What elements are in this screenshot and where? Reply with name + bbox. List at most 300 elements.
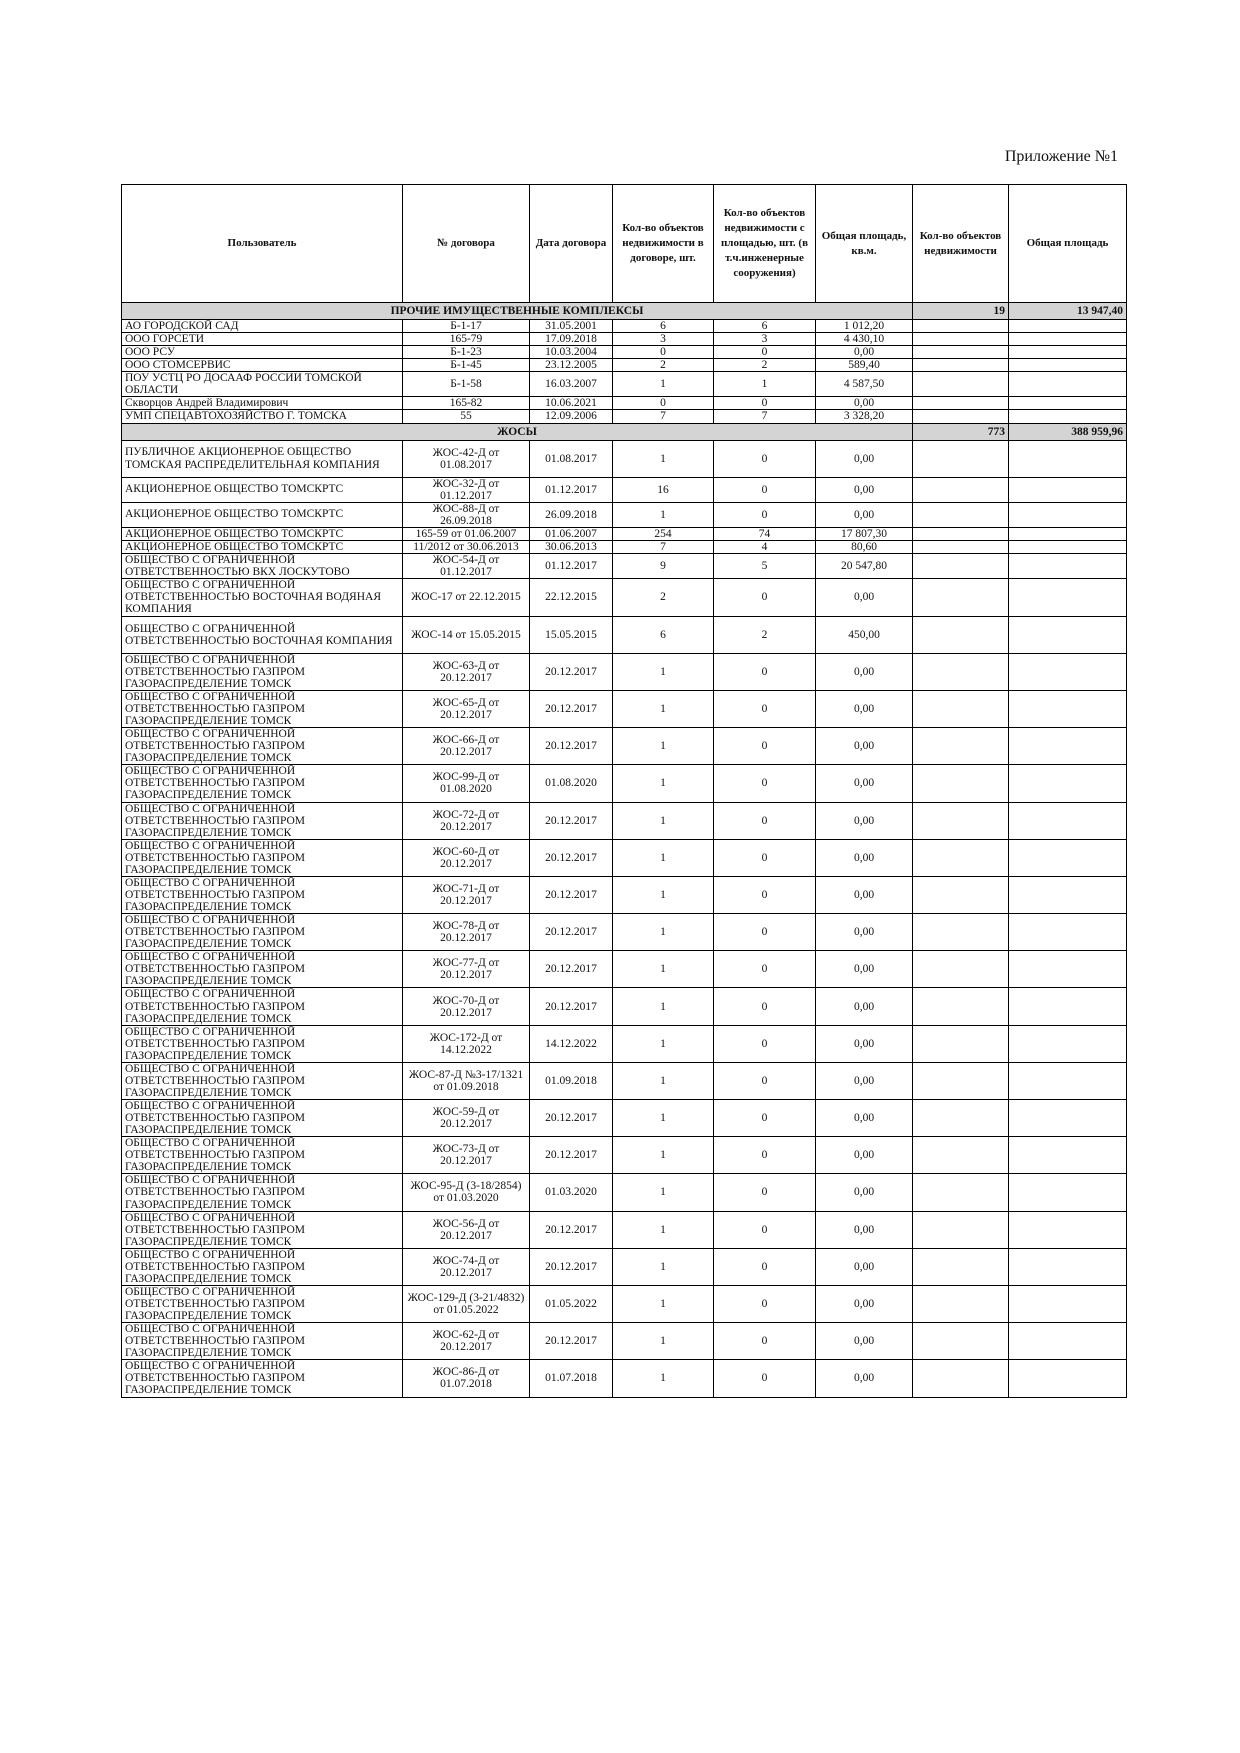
cell-total-area: [1009, 477, 1127, 502]
cell-area-objects: 0: [714, 876, 816, 913]
cell-user: ОБЩЕСТВО С ОГРАНИЧЕННОЙ ОТВЕТСТВЕННОСТЬЮ ГАЗПРОМ ГАЗОРАСПРЕДЕЛЕНИЕ ТОМСК: [122, 1360, 403, 1397]
table-row: [122, 578, 1127, 616]
cell-area: 0,00: [816, 1100, 913, 1137]
header-total-area: Общая площадь: [1009, 185, 1127, 303]
header-area-objects: Кол-во объектов недвижимости с площадью, шт. (в т.ч.инженерные сооружения): [714, 185, 816, 303]
cell-contract: ЖОС-60-Д от 20.12.2017: [403, 839, 530, 876]
cell-contract: ЖОС-59-Д от 20.12.2017: [403, 1100, 530, 1137]
cell-total-objects: [913, 1323, 1009, 1360]
cell-total-objects: [913, 346, 1009, 359]
cell-date: 01.12.2017: [530, 477, 613, 502]
cell-contract: ЖОС-172-Д от 14.12.2022: [403, 1025, 530, 1062]
cell-area-objects: 0: [714, 578, 816, 616]
table-row: [122, 876, 1127, 913]
cell-total-area: [1009, 397, 1127, 410]
cell-contract: ЖОС-74-Д от 20.12.2017: [403, 1248, 530, 1285]
table-row: [122, 988, 1127, 1025]
cell-contract: ЖОС-77-Д от 20.12.2017: [403, 951, 530, 988]
table-row: [122, 320, 1127, 333]
cell-total-objects: [913, 527, 1009, 540]
cell-date: 01.08.2020: [530, 765, 613, 802]
cell-date: 20.12.2017: [530, 1248, 613, 1285]
cell-total-area: [1009, 410, 1127, 423]
table-row: [122, 802, 1127, 839]
cell-total-objects: [913, 502, 1009, 527]
cell-objects: 16: [613, 477, 714, 502]
cell-date: 20.12.2017: [530, 1137, 613, 1174]
cell-contract: ЖОС-99-Д от 01.08.2020: [403, 765, 530, 802]
cell-contract: ЖОС-70-Д от 20.12.2017: [403, 988, 530, 1025]
cell-area: 0,00: [816, 653, 913, 690]
cell-total-area: [1009, 1137, 1127, 1174]
cell-area-objects: 0: [714, 1025, 816, 1062]
cell-objects: 1: [613, 690, 714, 727]
cell-total-area: [1009, 951, 1127, 988]
cell-objects: 3: [613, 333, 714, 346]
cell-area: 0,00: [816, 839, 913, 876]
cell-contract: ЖОС-32-Д от 01.12.2017: [403, 477, 530, 502]
cell-date: 12.09.2006: [530, 410, 613, 423]
cell-user: ОБЩЕСТВО С ОГРАНИЧЕННОЙ ОТВЕТСТВЕННОСТЬЮ ГАЗПРОМ ГАЗОРАСПРЕДЕЛЕНИЕ ТОМСК: [122, 1248, 403, 1285]
cell-area: 1 012,20: [816, 320, 913, 333]
cell-objects: 1: [613, 876, 714, 913]
cell-area-objects: 3: [714, 333, 816, 346]
cell-area-objects: 74: [714, 527, 816, 540]
table-row: [122, 440, 1127, 477]
cell-total-area: [1009, 690, 1127, 727]
cell-date: 22.12.2015: [530, 578, 613, 616]
cell-contract: ЖОС-42-Д от 01.08.2017: [403, 440, 530, 477]
cell-area: 0,00: [816, 1211, 913, 1248]
cell-total-area: [1009, 1062, 1127, 1099]
cell-total-area: [1009, 527, 1127, 540]
table-row: [122, 397, 1127, 410]
table-row: [122, 1323, 1127, 1360]
cell-user: ОБЩЕСТВО С ОГРАНИЧЕННОЙ ОТВЕТСТВЕННОСТЬЮ ВОСТОЧНАЯ КОМПАНИЯ: [122, 616, 403, 653]
cell-total-objects: [913, 914, 1009, 951]
cell-user: ОБЩЕСТВО С ОГРАНИЧЕННОЙ ОТВЕТСТВЕННОСТЬЮ ВОСТОЧНАЯ ВОДЯНАЯ КОМПАНИЯ: [122, 578, 403, 616]
cell-area: 0,00: [816, 397, 913, 410]
cell-area: 0,00: [816, 876, 913, 913]
cell-total-area: [1009, 988, 1127, 1025]
cell-area-objects: 0: [714, 839, 816, 876]
table-row: [122, 951, 1127, 988]
cell-area-objects: 0: [714, 1285, 816, 1322]
cell-area: 0,00: [816, 502, 913, 527]
cell-total-area: [1009, 372, 1127, 397]
cell-area-objects: 0: [714, 477, 816, 502]
cell-contract: ЖОС-88-Д от 26.09.2018: [403, 502, 530, 527]
table-row: [122, 653, 1127, 690]
cell-user: ОБЩЕСТВО С ОГРАНИЧЕННОЙ ОТВЕТСТВЕННОСТЬЮ ГАЗПРОМ ГАЗОРАСПРЕДЕЛЕНИЕ ТОМСК: [122, 765, 403, 802]
cell-user: ОБЩЕСТВО С ОГРАНИЧЕННОЙ ОТВЕТСТВЕННОСТЬЮ ГАЗПРОМ ГАЗОРАСПРЕДЕЛЕНИЕ ТОМСК: [122, 690, 403, 727]
cell-contract: ЖОС-63-Д от 20.12.2017: [403, 653, 530, 690]
cell-contract: ЖОС-66-Д от 20.12.2017: [403, 728, 530, 765]
cell-area: 0,00: [816, 346, 913, 359]
cell-total-area: [1009, 540, 1127, 553]
cell-total-objects: [913, 410, 1009, 423]
cell-total-area: [1009, 802, 1127, 839]
cell-objects: 1: [613, 951, 714, 988]
cell-contract: ЖОС-71-Д от 20.12.2017: [403, 876, 530, 913]
cell-area: 3 328,20: [816, 410, 913, 423]
cell-user: АКЦИОНЕРНОЕ ОБЩЕСТВО ТОМСКРТС: [122, 477, 403, 502]
cell-objects: 1: [613, 502, 714, 527]
cell-contract: ЖОС-129-Д (3-21/4832) от 01.05.2022: [403, 1285, 530, 1322]
cell-contract: Б-1-17: [403, 320, 530, 333]
cell-objects: 1: [613, 440, 714, 477]
cell-objects: 9: [613, 553, 714, 578]
cell-objects: 1: [613, 653, 714, 690]
section-total-objects: 773: [913, 423, 1009, 440]
cell-total-area: [1009, 320, 1127, 333]
table-body: [122, 303, 1127, 1398]
property-register-table: [121, 184, 1127, 1398]
cell-area-objects: 0: [714, 440, 816, 477]
cell-total-objects: [913, 690, 1009, 727]
cell-total-objects: [913, 477, 1009, 502]
cell-total-objects: [913, 653, 1009, 690]
cell-contract: ЖОС-65-Д от 20.12.2017: [403, 690, 530, 727]
table-row: [122, 1285, 1127, 1322]
cell-area-objects: 0: [714, 1323, 816, 1360]
cell-total-objects: [913, 951, 1009, 988]
cell-area-objects: 0: [714, 728, 816, 765]
cell-area: 0,00: [816, 1062, 913, 1099]
cell-area-objects: 4: [714, 540, 816, 553]
cell-user: ОБЩЕСТВО С ОГРАНИЧЕННОЙ ОТВЕТСТВЕННОСТЬЮ ГАЗПРОМ ГАЗОРАСПРЕДЕЛЕНИЕ ТОМСК: [122, 1062, 403, 1099]
cell-area-objects: 0: [714, 802, 816, 839]
cell-objects: 1: [613, 802, 714, 839]
cell-date: 01.06.2007: [530, 527, 613, 540]
cell-area: 80,60: [816, 540, 913, 553]
cell-user: АКЦИОНЕРНОЕ ОБЩЕСТВО ТОМСКРТС: [122, 540, 403, 553]
cell-objects: 1: [613, 1360, 714, 1397]
cell-user: ОБЩЕСТВО С ОГРАНИЧЕННОЙ ОТВЕТСТВЕННОСТЬЮ ГАЗПРОМ ГАЗОРАСПРЕДЕЛЕНИЕ ТОМСК: [122, 876, 403, 913]
table-row: [122, 1174, 1127, 1211]
cell-objects: 0: [613, 346, 714, 359]
cell-area: 0,00: [816, 1285, 913, 1322]
section-total-area: 13 947,40: [1009, 303, 1127, 320]
cell-area-objects: 0: [714, 1211, 816, 1248]
table-row: [122, 540, 1127, 553]
cell-date: 17.09.2018: [530, 333, 613, 346]
cell-objects: 1: [613, 1211, 714, 1248]
cell-total-objects: [913, 728, 1009, 765]
cell-area: 0,00: [816, 1323, 913, 1360]
cell-total-area: [1009, 1025, 1127, 1062]
cell-user: ОБЩЕСТВО С ОГРАНИЧЕННОЙ ОТВЕТСТВЕННОСТЬЮ ГАЗПРОМ ГАЗОРАСПРЕДЕЛЕНИЕ ТОМСК: [122, 1025, 403, 1062]
cell-date: 01.09.2018: [530, 1062, 613, 1099]
section-title: ПРОЧИЕ ИМУЩЕСТВЕННЫЕ КОМПЛЕКСЫ: [122, 303, 913, 320]
header-user: Пользователь: [122, 185, 403, 303]
cell-area: 450,00: [816, 616, 913, 653]
cell-area-objects: 0: [714, 397, 816, 410]
table-row: [122, 1360, 1127, 1397]
cell-area: 0,00: [816, 1248, 913, 1285]
cell-total-objects: [913, 553, 1009, 578]
cell-contract: ЖОС-73-Д от 20.12.2017: [403, 1137, 530, 1174]
cell-date: 31.05.2001: [530, 320, 613, 333]
cell-area: 589,40: [816, 359, 913, 372]
cell-date: 10.06.2021: [530, 397, 613, 410]
cell-area: 0,00: [816, 1137, 913, 1174]
cell-contract: ЖОС-17 от 22.12.2015: [403, 578, 530, 616]
cell-user: ОБЩЕСТВО С ОГРАНИЧЕННОЙ ОТВЕТСТВЕННОСТЬЮ ГАЗПРОМ ГАЗОРАСПРЕДЕЛЕНИЕ ТОМСК: [122, 1137, 403, 1174]
cell-user: ОБЩЕСТВО С ОГРАНИЧЕННОЙ ОТВЕТСТВЕННОСТЬЮ ГАЗПРОМ ГАЗОРАСПРЕДЕЛЕНИЕ ТОМСК: [122, 653, 403, 690]
cell-date: 01.08.2017: [530, 440, 613, 477]
cell-total-area: [1009, 553, 1127, 578]
cell-contract: Б-1-58: [403, 372, 530, 397]
cell-area: 0,00: [816, 914, 913, 951]
cell-date: 20.12.2017: [530, 951, 613, 988]
cell-contract: ЖОС-95-Д (3-18/2854) от 01.03.2020: [403, 1174, 530, 1211]
cell-area-objects: 1: [714, 372, 816, 397]
cell-objects: 6: [613, 616, 714, 653]
cell-area: 4 587,50: [816, 372, 913, 397]
table-row: [122, 1062, 1127, 1099]
cell-area: 0,00: [816, 951, 913, 988]
cell-contract: 11/2012 от 30.06.2013: [403, 540, 530, 553]
cell-area-objects: 0: [714, 951, 816, 988]
cell-total-objects: [913, 839, 1009, 876]
cell-user: ОБЩЕСТВО С ОГРАНИЧЕННОЙ ОТВЕТСТВЕННОСТЬЮ ГАЗПРОМ ГАЗОРАСПРЕДЕЛЕНИЕ ТОМСК: [122, 914, 403, 951]
cell-total-objects: [913, 1174, 1009, 1211]
cell-area: 0,00: [816, 1174, 913, 1211]
cell-date: 01.07.2018: [530, 1360, 613, 1397]
cell-area: 0,00: [816, 1025, 913, 1062]
cell-date: 20.12.2017: [530, 876, 613, 913]
cell-date: 20.12.2017: [530, 988, 613, 1025]
cell-area-objects: 0: [714, 346, 816, 359]
cell-total-area: [1009, 1248, 1127, 1285]
cell-date: 20.12.2017: [530, 653, 613, 690]
cell-objects: 1: [613, 372, 714, 397]
cell-total-objects: [913, 1285, 1009, 1322]
cell-total-objects: [913, 765, 1009, 802]
cell-objects: 1: [613, 914, 714, 951]
table-row: [122, 1137, 1127, 1174]
table-row: [122, 359, 1127, 372]
cell-total-area: [1009, 440, 1127, 477]
cell-contract: 55: [403, 410, 530, 423]
cell-objects: 1: [613, 1248, 714, 1285]
cell-area: 0,00: [816, 765, 913, 802]
cell-area: 0,00: [816, 578, 913, 616]
cell-date: 20.12.2017: [530, 1323, 613, 1360]
appendix-label: Приложение №1: [1004, 148, 1118, 165]
cell-user: ОБЩЕСТВО С ОГРАНИЧЕННОЙ ОТВЕТСТВЕННОСТЬЮ ГАЗПРОМ ГАЗОРАСПРЕДЕЛЕНИЕ ТОМСК: [122, 951, 403, 988]
cell-user: ОБЩЕСТВО С ОГРАНИЧЕННОЙ ОТВЕТСТВЕННОСТЬЮ ГАЗПРОМ ГАЗОРАСПРЕДЕЛЕНИЕ ТОМСК: [122, 988, 403, 1025]
cell-total-objects: [913, 578, 1009, 616]
cell-date: 20.12.2017: [530, 914, 613, 951]
section-row: [122, 303, 1127, 320]
cell-area-objects: 0: [714, 914, 816, 951]
cell-total-area: [1009, 346, 1127, 359]
cell-user: ОБЩЕСТВО С ОГРАНИЧЕННОЙ ОТВЕТСТВЕННОСТЬЮ ГАЗПРОМ ГАЗОРАСПРЕДЕЛЕНИЕ ТОМСК: [122, 1100, 403, 1137]
cell-contract: ЖОС-87-Д №3-17/1321 от 01.09.2018: [403, 1062, 530, 1099]
cell-area: 0,00: [816, 477, 913, 502]
table-row: [122, 346, 1127, 359]
cell-area-objects: 0: [714, 765, 816, 802]
cell-objects: 1: [613, 988, 714, 1025]
cell-objects: 2: [613, 359, 714, 372]
cell-total-area: [1009, 1285, 1127, 1322]
table-row: [122, 372, 1127, 397]
cell-objects: 6: [613, 320, 714, 333]
cell-total-objects: [913, 540, 1009, 553]
cell-contract: Б-1-23: [403, 346, 530, 359]
table-row: [122, 410, 1127, 423]
cell-area-objects: 7: [714, 410, 816, 423]
cell-contract: 165-59 от 01.06.2007: [403, 527, 530, 540]
cell-date: 20.12.2017: [530, 802, 613, 839]
cell-user: ОБЩЕСТВО С ОГРАНИЧЕННОЙ ОТВЕТСТВЕННОСТЬЮ ГАЗПРОМ ГАЗОРАСПРЕДЕЛЕНИЕ ТОМСК: [122, 1285, 403, 1322]
section-row: [122, 423, 1127, 440]
cell-total-objects: [913, 1248, 1009, 1285]
cell-area-objects: 0: [714, 1100, 816, 1137]
table-row: [122, 477, 1127, 502]
cell-total-area: [1009, 914, 1127, 951]
table-row: [122, 839, 1127, 876]
cell-date: 23.12.2005: [530, 359, 613, 372]
cell-user: УМП СПЕЦАВТОХОЗЯЙСТВО Г. ТОМСКА: [122, 410, 403, 423]
cell-objects: 1: [613, 1062, 714, 1099]
header-objects: Кол-во объектов недвижимости в договоре, шт.: [613, 185, 714, 303]
cell-objects: 1: [613, 1174, 714, 1211]
cell-user: ОБЩЕСТВО С ОГРАНИЧЕННОЙ ОТВЕТСТВЕННОСТЬЮ ГАЗПРОМ ГАЗОРАСПРЕДЕЛЕНИЕ ТОМСК: [122, 802, 403, 839]
cell-total-area: [1009, 1323, 1127, 1360]
cell-contract: Б-1-45: [403, 359, 530, 372]
cell-contract: 165-79: [403, 333, 530, 346]
cell-user: ООО СТОМСЕРВИС: [122, 359, 403, 372]
cell-total-area: [1009, 1360, 1127, 1397]
cell-objects: 1: [613, 765, 714, 802]
cell-area: 0,00: [816, 988, 913, 1025]
cell-total-objects: [913, 397, 1009, 410]
table-row: [122, 527, 1127, 540]
cell-total-area: [1009, 728, 1127, 765]
header-total-objects: Кол-во объектов недвижимости: [913, 185, 1009, 303]
cell-user: Скворцов Андрей Владимирович: [122, 397, 403, 410]
cell-date: 20.12.2017: [530, 728, 613, 765]
cell-total-area: [1009, 765, 1127, 802]
cell-total-area: [1009, 333, 1127, 346]
cell-contract: ЖОС-78-Д от 20.12.2017: [403, 914, 530, 951]
cell-total-objects: [913, 802, 1009, 839]
cell-area-objects: 0: [714, 1137, 816, 1174]
table-row: [122, 1248, 1127, 1285]
table-row: [122, 765, 1127, 802]
cell-objects: 7: [613, 410, 714, 423]
cell-area-objects: 5: [714, 553, 816, 578]
cell-objects: 0: [613, 397, 714, 410]
cell-total-objects: [913, 1100, 1009, 1137]
table-row: [122, 914, 1127, 951]
cell-contract: ЖОС-62-Д от 20.12.2017: [403, 1323, 530, 1360]
cell-total-objects: [913, 372, 1009, 397]
cell-objects: 1: [613, 1137, 714, 1174]
cell-objects: 1: [613, 1100, 714, 1137]
cell-date: 30.06.2013: [530, 540, 613, 553]
cell-total-area: [1009, 1174, 1127, 1211]
table-row: [122, 1211, 1127, 1248]
table-row: [122, 690, 1127, 727]
cell-user: ОБЩЕСТВО С ОГРАНИЧЕННОЙ ОТВЕТСТВЕННОСТЬЮ ГАЗПРОМ ГАЗОРАСПРЕДЕЛЕНИЕ ТОМСК: [122, 728, 403, 765]
cell-date: 20.12.2017: [530, 839, 613, 876]
cell-objects: 1: [613, 1323, 714, 1360]
cell-user: ООО ГОРСЕТИ: [122, 333, 403, 346]
cell-user: ОБЩЕСТВО С ОГРАНИЧЕННОЙ ОТВЕТСТВЕННОСТЬЮ ВКХ ЛОСКУТОВО: [122, 553, 403, 578]
header-contract: № договора: [403, 185, 530, 303]
cell-date: 20.12.2017: [530, 1100, 613, 1137]
cell-total-objects: [913, 988, 1009, 1025]
cell-date: 26.09.2018: [530, 502, 613, 527]
cell-date: 16.03.2007: [530, 372, 613, 397]
section-title: ЖОСЫ: [122, 423, 913, 440]
section-total-area: 388 959,96: [1009, 423, 1127, 440]
cell-total-objects: [913, 1360, 1009, 1397]
cell-total-objects: [913, 1211, 1009, 1248]
cell-contract: ЖОС-54-Д от 01.12.2017: [403, 553, 530, 578]
cell-total-objects: [913, 320, 1009, 333]
cell-area-objects: 0: [714, 690, 816, 727]
cell-total-objects: [913, 440, 1009, 477]
cell-total-objects: [913, 1025, 1009, 1062]
cell-date: 14.12.2022: [530, 1025, 613, 1062]
cell-objects: 1: [613, 728, 714, 765]
cell-user: ОБЩЕСТВО С ОГРАНИЧЕННОЙ ОТВЕТСТВЕННОСТЬЮ ГАЗПРОМ ГАЗОРАСПРЕДЕЛЕНИЕ ТОМСК: [122, 1323, 403, 1360]
cell-contract: ЖОС-56-Д от 20.12.2017: [403, 1211, 530, 1248]
cell-area-objects: 2: [714, 616, 816, 653]
cell-user: ОБЩЕСТВО С ОГРАНИЧЕННОЙ ОТВЕТСТВЕННОСТЬЮ ГАЗПРОМ ГАЗОРАСПРЕДЕЛЕНИЕ ТОМСК: [122, 1174, 403, 1211]
cell-area-objects: 0: [714, 1174, 816, 1211]
cell-user: АО ГОРОДСКОЙ САД: [122, 320, 403, 333]
cell-contract: ЖОС-14 от 15.05.2015: [403, 616, 530, 653]
cell-total-objects: [913, 1137, 1009, 1174]
cell-area: 0,00: [816, 690, 913, 727]
cell-objects: 1: [613, 1025, 714, 1062]
cell-user: ПУБЛИЧНОЕ АКЦИОНЕРНОЕ ОБЩЕСТВО ТОМСКАЯ РАСПРЕДЕЛИТЕЛЬНАЯ КОМПАНИЯ: [122, 440, 403, 477]
cell-total-area: [1009, 359, 1127, 372]
section-total-objects: 19: [913, 303, 1009, 320]
cell-user: АКЦИОНЕРНОЕ ОБЩЕСТВО ТОМСКРТС: [122, 502, 403, 527]
cell-date: 01.03.2020: [530, 1174, 613, 1211]
cell-total-objects: [913, 616, 1009, 653]
cell-objects: 2: [613, 578, 714, 616]
cell-total-objects: [913, 359, 1009, 372]
cell-area: 0,00: [816, 802, 913, 839]
table-row: [122, 728, 1127, 765]
cell-area-objects: 0: [714, 653, 816, 690]
cell-user: ОБЩЕСТВО С ОГРАНИЧЕННОЙ ОТВЕТСТВЕННОСТЬЮ ГАЗПРОМ ГАЗОРАСПРЕДЕЛЕНИЕ ТОМСК: [122, 839, 403, 876]
cell-user: ООО РСУ: [122, 346, 403, 359]
cell-area-objects: 0: [714, 988, 816, 1025]
header-date: Дата договора: [530, 185, 613, 303]
cell-user: ОБЩЕСТВО С ОГРАНИЧЕННОЙ ОТВЕТСТВЕННОСТЬЮ ГАЗПРОМ ГАЗОРАСПРЕДЕЛЕНИЕ ТОМСК: [122, 1211, 403, 1248]
cell-date: 10.03.2004: [530, 346, 613, 359]
cell-area-objects: 0: [714, 1360, 816, 1397]
table-row: [122, 1100, 1127, 1137]
cell-total-area: [1009, 876, 1127, 913]
table-row: [122, 616, 1127, 653]
header-area: Общая площадь, кв.м.: [816, 185, 913, 303]
table-row: [122, 333, 1127, 346]
table-row: [122, 502, 1127, 527]
cell-contract: ЖОС-86-Д от 01.07.2018: [403, 1360, 530, 1397]
cell-objects: 1: [613, 839, 714, 876]
cell-user: ПОУ УСТЦ РО ДОСААФ РОССИИ ТОМСКОЙ ОБЛАСТИ: [122, 372, 403, 397]
